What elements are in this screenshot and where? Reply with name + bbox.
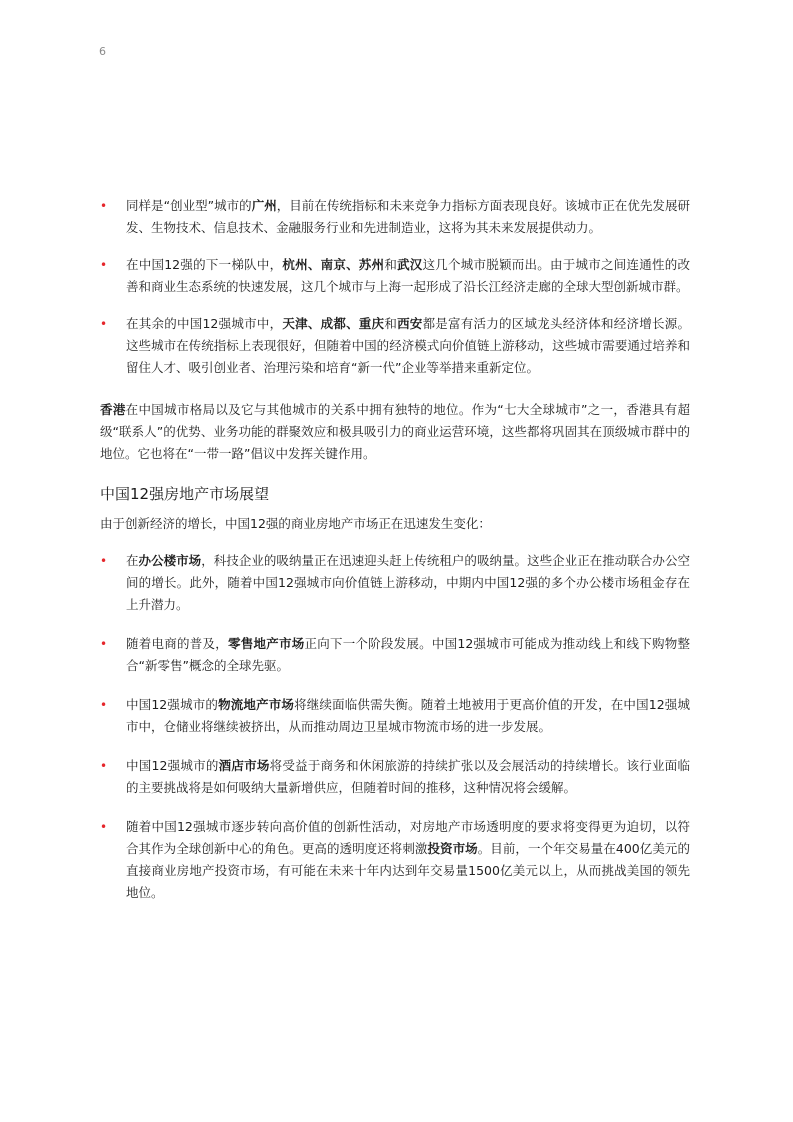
city-tier-list [100, 195, 690, 379]
list-item: • 在中国12强的下一梯队中，杭州、南京、苏州和武汉这几个城市脱颖而出。由于城市之间连通性的改善和商业生态系统的快速发展，这几个城市与上海一起形成了沿长江经济走廊的全球大型创新城市群。 [100, 254, 690, 298]
section-heading: 中国12强房地产市场展望 [100, 485, 270, 503]
list-item: • 在其余的中国12强城市中，天津、成都、重庆和西安都是富有活力的区域龙头经济体和经济增长源。这些城市在传统指标上表现很好，但随着中国的经济模式向价值链上游移动，这些城市需要通过培养和留住人才、吸引创业者、治理污染和培育“新一代”企业等举措来重新定位。 [100, 313, 690, 379]
list-item: • 中国12强城市的酒店市场将受益于商务和休闲旅游的持续扩张以及会展活动的持续增长。该行业面临的主要挑战将是如何吸纳大量新增供应，但随着时间的推移，这种情况将会缓解。 [100, 755, 690, 799]
page-content [100, 195, 690, 921]
hong-kong-paragraph: 香港在中国城市格局以及它与其他城市的关系中拥有独特的地位。作为“七大全球城市”之一，香港具有超级“联系人”的优势、业务功能的群聚效应和极具吸引力的商业运营环境，这些都将巩固其在顶级城市群中的地位。它也将在“一带一路”倡议中发挥关键作用。 [100, 402, 690, 461]
bullet-icon: • [100, 698, 108, 712]
bullet-icon: • [100, 820, 108, 834]
bullet-icon: • [100, 199, 108, 213]
list-item: • 中国12强城市的物流地产市场将继续面临供需失衡。随着土地被用于更高价值的开发，在中国12强城市中，仓储业将继续被挤出，从而推动周边卫星城市物流市场的进一步发展。 [100, 694, 690, 738]
list-item: • 随着中国12强城市逐步转向高价值的创新性活动，对房地产市场透明度的要求将变得更为迫切，以符合其作为全球创新中心的角色。更高的透明度还将刺激投资市场。目前，一个年交易量在400亿美元的直接商业房地产投资市场，有可能在未来十年内达到年交易量1500亿美元以上，从而挑战美国的领先地位。 [100, 816, 690, 904]
list-item: • 同样是“创业型”城市的广州，目前在传统指标和未来竞争力指标方面表现良好。该城市正在优先发展研发、生物技术、信息技术、金融服务行业和先进制造业，这将为其未来发展提供动力。 [100, 195, 690, 239]
list-item: • 随着电商的普及，零售地产市场正向下一个阶段发展。中国12强城市可能成为推动线上和线下购物整合“新零售”概念的全球先驱。 [100, 633, 690, 677]
bullet-icon: • [100, 554, 108, 568]
bullet-icon: • [100, 258, 108, 272]
bullet-icon: • [100, 637, 108, 651]
page-number: 6 [99, 45, 106, 58]
section-intro: 由于创新经济的增长，中国12强的商业房地产市场正在迅速发生变化： [100, 516, 491, 531]
list-item: • 在办公楼市场，科技企业的吸纳量正在迅速迎头赶上传统租户的吸纳量。这些企业正在推动联合办公空间的增长。此外，随着中国12强城市向价值链上游移动，中期内中国12强的多个办公楼市场租金存在上升潜力。 [100, 550, 690, 616]
bullet-icon: • [100, 759, 108, 773]
bullet-icon: • [100, 317, 108, 331]
real-estate-outlook-list [100, 550, 690, 904]
